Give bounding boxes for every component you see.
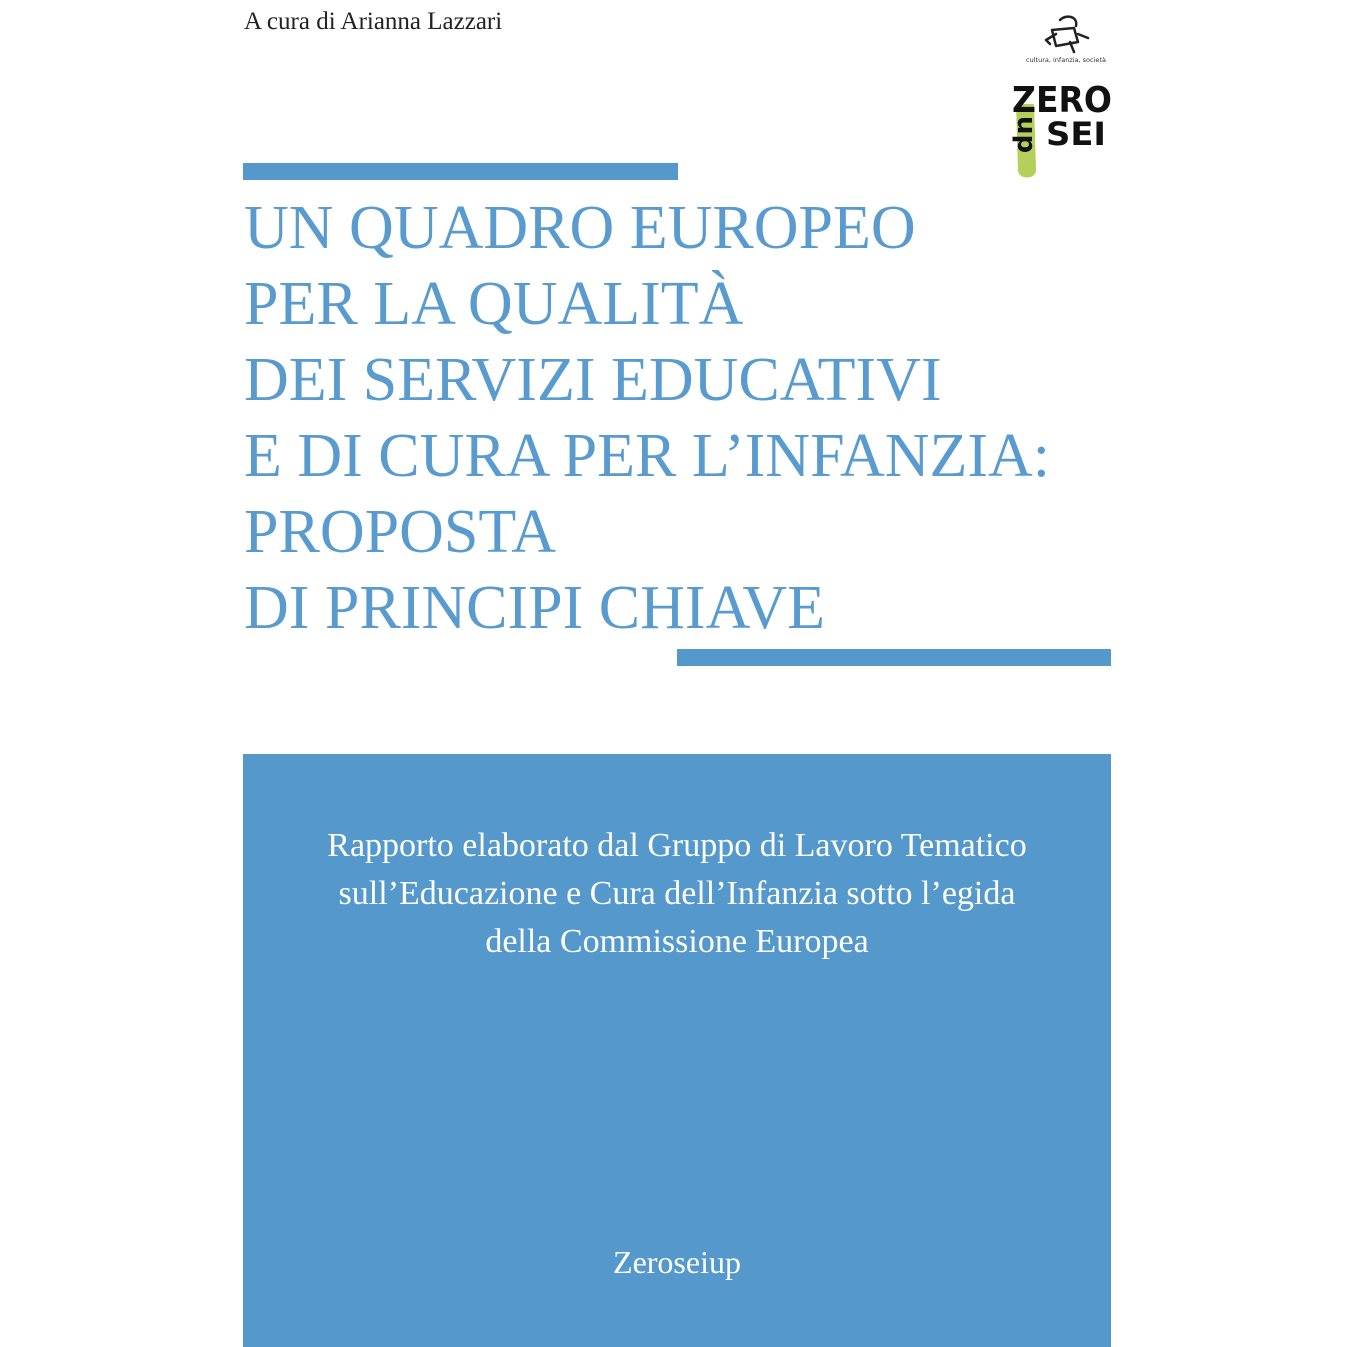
title-line: PROPOSTA [244,498,557,566]
subtitle-line: Rapporto elaborato dal Gruppo di Lavoro Tematico [327,827,1027,864]
title-rule-bottom [677,649,1111,666]
book-title [244,190,1050,646]
logo-tagline: cultura, infanzia, società [1026,56,1106,64]
title-line: DEI SERVIZI EDUCATIVI [244,346,942,414]
subtitle [243,822,1111,966]
title-line: E DI CURA PER L’INFANZIA: [244,422,1051,490]
logo-word-zero: ZERO [1012,80,1112,121]
editor-credit: A cura di Arianna Lazzari [244,8,503,35]
subtitle-line: della Commissione Europea [485,923,869,960]
title-rule-top [243,163,678,180]
subtitle-panel [243,754,1111,1347]
subtitle-line: sull’Educazione e Cura dell’Infanzia sotto l’egida [338,875,1016,912]
title-line: PER LA QUALITÀ [244,270,744,338]
title-line: UN QUADRO EUROPEO [244,194,916,262]
publisher-name: Zeroseiup [613,1244,741,1280]
publisher-logo [1008,12,1118,182]
logo-word-up: up [1011,116,1041,154]
title-line: DI PRINCIPI CHIAVE [244,574,826,642]
logo-word-sei: SEI [1046,115,1106,153]
watering-can-icon [1046,17,1088,52]
